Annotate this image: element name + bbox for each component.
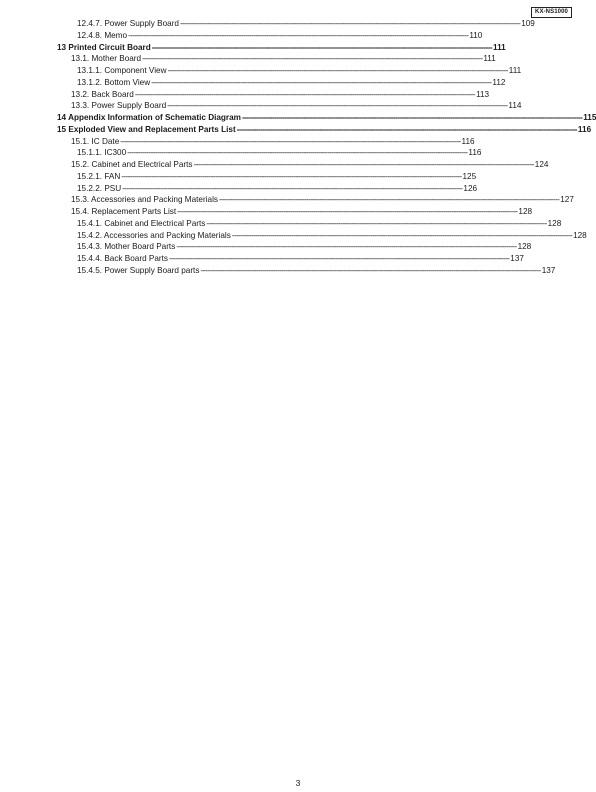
toc-entry-page: 137 — [541, 265, 556, 275]
toc-dot-leader: ---------------------------------------------------------------------------------------------------------------------------------------------------------------- — [193, 160, 534, 169]
toc-entry[interactable] — [71, 194, 574, 206]
toc-entry-title: 15.4.2. Accessories and Packing Materials — [77, 230, 231, 240]
toc-entry-title: 15.4.5. Power Supply Board parts — [77, 265, 200, 275]
toc-entry[interactable] — [77, 171, 477, 183]
toc-entry[interactable] — [71, 206, 533, 218]
toc-entry[interactable] — [77, 183, 478, 195]
toc-entry[interactable] — [57, 42, 506, 54]
toc-entry[interactable] — [77, 147, 482, 159]
toc-entry[interactable] — [77, 230, 587, 242]
toc-entry-page: 111 — [483, 54, 496, 64]
toc-dot-leader: ---------------------------------------------------------------------------------------------------------------------------------------------------------------- — [219, 195, 560, 205]
toc-entry-page: 116 — [577, 124, 592, 134]
toc-entry-title: 15.1.1. IC300 — [77, 148, 127, 158]
toc-entry[interactable] — [71, 100, 522, 112]
toc-entry-page: 115 — [583, 113, 596, 122]
toc-entry-page: 111 — [508, 66, 522, 75]
toc-dot-leader: ---------------------------------------------------------------------------------------------------------------------------------------------------------------- — [142, 54, 483, 64]
toc-entry-page: 126 — [463, 183, 478, 193]
toc-entry-title: 15.4. Replacement Parts List — [71, 207, 177, 216]
toc-dot-leader: ---------------------------------------------------------------------------------------------------------------------------------------------------------------- — [151, 42, 492, 52]
toc-entry[interactable] — [77, 265, 556, 277]
toc-dot-leader: ---------------------------------------------------------------------------------------------------------------------------------------------------------------- — [134, 89, 476, 99]
toc-entry[interactable] — [71, 136, 475, 148]
toc-entry-title: 15.4.4. Back Board Parts — [77, 254, 169, 263]
toc-entry-title: 15.1. IC Date — [71, 136, 120, 146]
toc-entry-title: 15.2. Cabinet and Electrical Parts — [71, 160, 193, 169]
toc-entry[interactable] — [77, 18, 535, 30]
toc-dot-leader: ---------------------------------------------------------------------------------------------------------------------------------------------------------------- — [122, 183, 463, 193]
toc-dot-leader: ---------------------------------------------------------------------------------------------------------------------------------------------------------------- — [241, 113, 583, 122]
toc-entry-page: 137 — [510, 254, 524, 263]
toc-dot-leader: ---------------------------------------------------------------------------------------------------------------------------------------------------------------- — [169, 254, 510, 263]
toc-entry[interactable] — [57, 124, 592, 136]
toc-dot-leader: ---------------------------------------------------------------------------------------------------------------------------------------------------------------- — [121, 171, 462, 181]
model-number-tag: KX-NS1000 — [531, 7, 572, 18]
toc-entry[interactable] — [77, 253, 524, 265]
toc-entry-title: 15.3. Accessories and Packing Materials — [71, 195, 218, 205]
toc-entry[interactable] — [77, 218, 562, 230]
toc-entry[interactable] — [71, 159, 549, 171]
toc-entry-page: 128 — [547, 218, 562, 228]
toc-dot-leader: ---------------------------------------------------------------------------------------------------------------------------------------------------------------- — [236, 124, 577, 134]
toc-dot-leader: ---------------------------------------------------------------------------------------------------------------------------------------------------------------- — [177, 207, 518, 216]
toc-dot-leader: ---------------------------------------------------------------------------------------------------------------------------------------------------------------- — [167, 101, 508, 111]
toc-entry-title: 13.1.1. Component View — [77, 66, 167, 75]
toc-entry-title: 13 Printed Circuit Board — [57, 42, 151, 52]
toc-entry-page: 124 — [534, 160, 549, 169]
toc-entry-page: 114 — [508, 101, 522, 111]
toc-entry-page: 127 — [560, 195, 574, 205]
toc-entry-title: 13.1.2. Bottom View — [77, 77, 151, 87]
toc-dot-leader: ---------------------------------------------------------------------------------------------------------------------------------------------------------------- — [200, 265, 541, 275]
toc-entry-title: 15 Exploded View and Replacement Parts List — [57, 124, 236, 134]
toc-entry-title: 12.4.7. Power Supply Board — [77, 19, 179, 28]
toc-entry-page: 110 — [469, 30, 483, 40]
toc-entry-title: 13.2. Back Board — [71, 89, 134, 99]
toc-entry[interactable] — [77, 241, 532, 253]
toc-entry-page: 128 — [518, 207, 533, 216]
toc-entry-title: 15.4.3. Mother Board Parts — [77, 242, 176, 252]
toc-entry-page: 128 — [573, 230, 587, 240]
toc-entry-title: 14 Appendix Information of Schematic Diagram — [57, 113, 241, 122]
toc-entry-title: 13.3. Power Supply Board — [71, 101, 167, 111]
toc-dot-leader: ---------------------------------------------------------------------------------------------------------------------------------------------------------------- — [127, 148, 468, 158]
toc-entry[interactable] — [71, 53, 496, 65]
toc-entry-title: 15.2.2. PSU — [77, 183, 122, 193]
toc-entry-title: 15.4.1. Cabinet and Electrical Parts — [77, 218, 206, 228]
toc-entry-page: 109 — [521, 19, 535, 28]
toc-entry-title: 12.4.8. Memo — [77, 30, 128, 40]
toc-entry-page: 112 — [492, 77, 506, 87]
toc-dot-leader: ---------------------------------------------------------------------------------------------------------------------------------------------------------------- — [151, 77, 492, 87]
toc-entry[interactable] — [77, 65, 522, 77]
toc-entry[interactable] — [77, 30, 483, 42]
toc-dot-leader: ---------------------------------------------------------------------------------------------------------------------------------------------------------------- — [206, 218, 547, 228]
toc-entry-page: 111 — [492, 42, 506, 52]
toc-entry-title: 15.2.1. FAN — [77, 171, 121, 181]
toc-entry[interactable] — [77, 77, 506, 89]
page-number: 3 — [295, 778, 301, 788]
toc-dot-leader: ---------------------------------------------------------------------------------------------------------------------------------------------------------------- — [179, 19, 521, 28]
toc-dot-leader: ---------------------------------------------------------------------------------------------------------------------------------------------------------------- — [120, 136, 461, 146]
toc-entry-title: 13.1. Mother Board — [71, 54, 142, 64]
toc-entry-page: 128 — [517, 242, 532, 252]
toc-entry[interactable] — [71, 89, 490, 101]
toc-entry[interactable] — [57, 112, 596, 124]
toc-entry-page: 116 — [468, 148, 482, 158]
toc-entry-page: 113 — [476, 89, 490, 99]
toc-entry-page: 116 — [461, 136, 475, 146]
toc-dot-leader: ---------------------------------------------------------------------------------------------------------------------------------------------------------------- — [128, 30, 469, 40]
toc-dot-leader: ---------------------------------------------------------------------------------------------------------------------------------------------------------------- — [176, 242, 517, 252]
toc-entry-page: 125 — [462, 171, 477, 181]
toc-dot-leader: ---------------------------------------------------------------------------------------------------------------------------------------------------------------- — [231, 230, 573, 240]
toc-dot-leader: ---------------------------------------------------------------------------------------------------------------------------------------------------------------- — [167, 66, 508, 75]
